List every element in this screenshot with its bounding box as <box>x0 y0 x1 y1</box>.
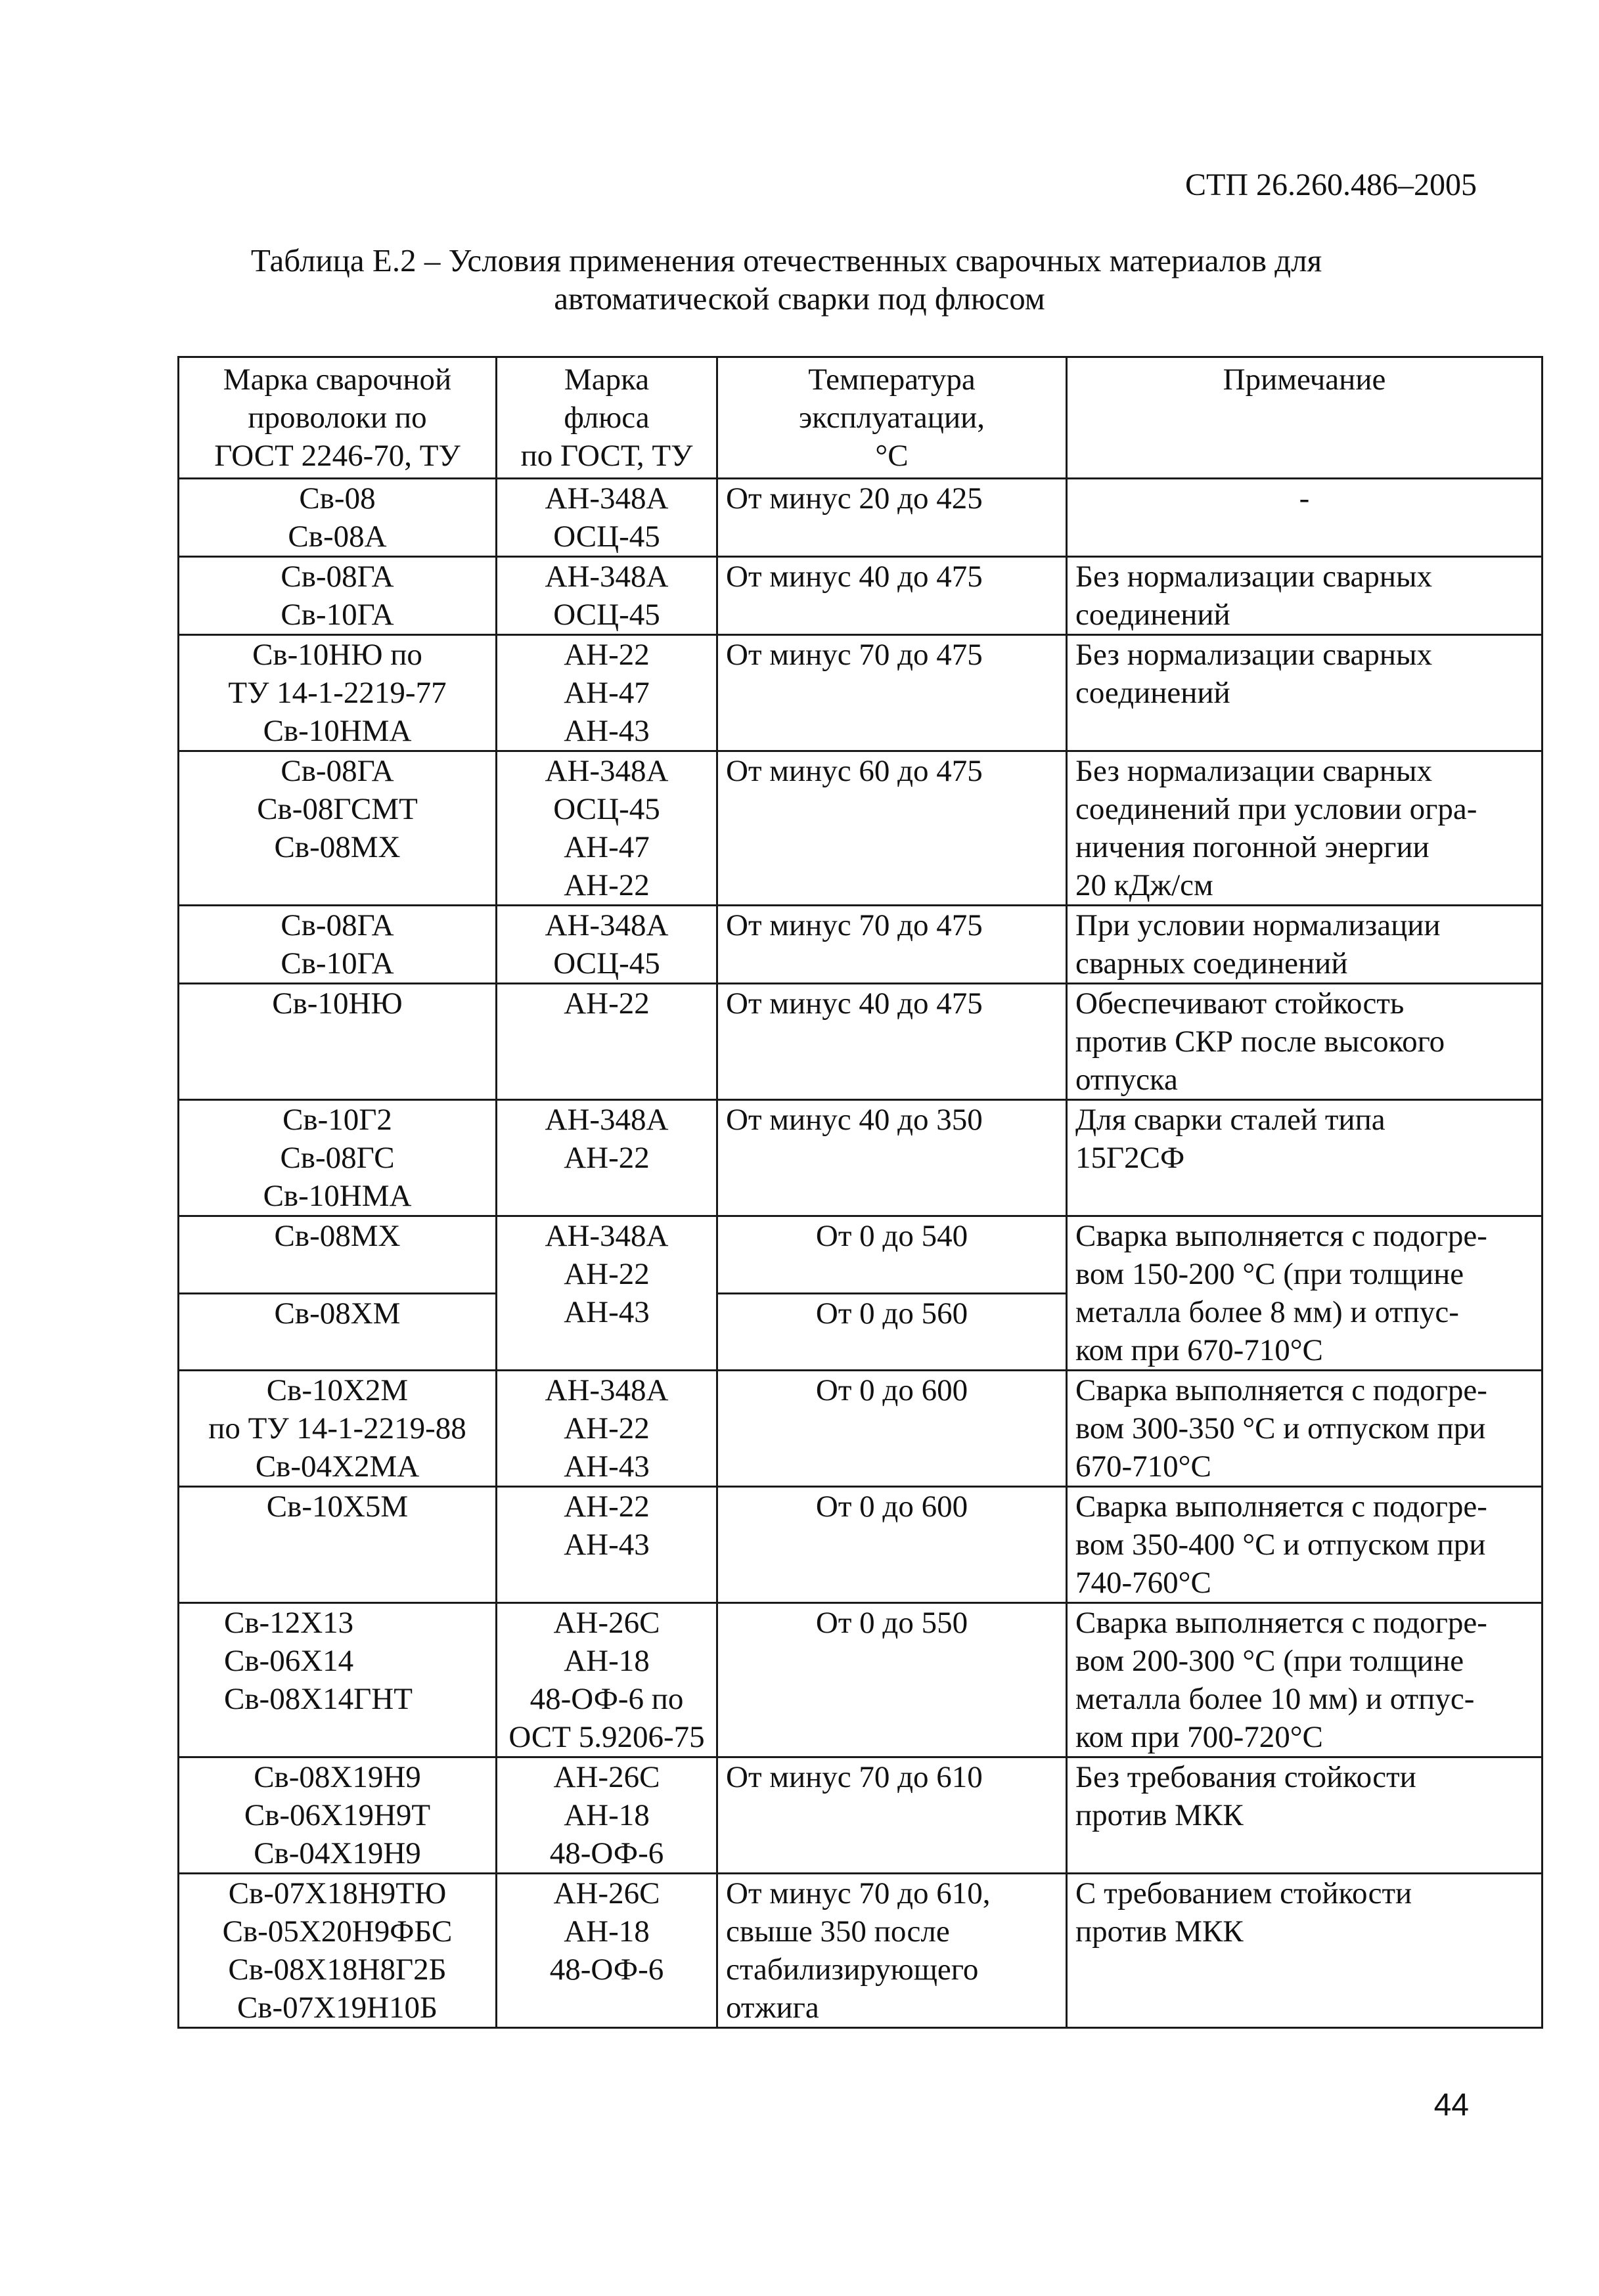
cell-line: От минус 70 до 475 <box>726 908 983 942</box>
cell-line: АН-348А <box>545 1373 669 1407</box>
temperature-cell <box>717 984 1067 1100</box>
cell-line: металла более 10 мм) и отпус- <box>1075 1682 1475 1716</box>
cell-line: против СКР после высокого <box>1075 1025 1445 1059</box>
flux-grade-cell <box>497 1216 717 1371</box>
table-row <box>179 1371 1543 1487</box>
cell-line: АН-348А <box>545 908 669 942</box>
cell-line: Св-08А <box>288 519 387 554</box>
cell-line: 670-710°С <box>1075 1449 1211 1484</box>
cell-line: отпуска <box>1075 1063 1178 1097</box>
cell-line: против МКК <box>1075 1798 1244 1832</box>
wire-grade-cell <box>179 906 497 984</box>
cell-line: соединений <box>1075 598 1230 632</box>
cell-line: Св-08МХ <box>274 1219 401 1253</box>
cell-line: От 0 до 600 <box>815 1373 968 1407</box>
cell-line: От 0 до 560 <box>815 1296 968 1331</box>
cell-line: АН-26С <box>553 1876 660 1910</box>
temperature-cell <box>717 1100 1067 1216</box>
cell-line: От минус 40 до 475 <box>726 986 983 1021</box>
wire-grade-cell <box>179 479 497 557</box>
note-cell <box>1067 1487 1543 1603</box>
temperature-cell <box>717 1874 1067 2028</box>
cell-line: Св-10НМА <box>263 714 412 748</box>
cell-line: флюса <box>564 401 650 435</box>
temperature-cell <box>717 906 1067 984</box>
note-cell <box>1067 1100 1543 1216</box>
cell-line: От 0 до 550 <box>815 1606 968 1640</box>
cell-line: АН-18 <box>564 1644 650 1678</box>
cell-line: Св-08МХ <box>274 830 401 864</box>
page-number: 44 <box>1433 2088 1469 2123</box>
cell-line: АН-348А <box>545 1103 669 1137</box>
cell-line: эксплуатации, <box>798 401 985 435</box>
cell-line: вом 150-200 °С (при толщине <box>1075 1257 1464 1291</box>
cell-line: 48-ОФ-6 <box>549 1836 664 1870</box>
cell-line: АН-22 <box>564 986 650 1021</box>
cell-line: соединений при условии огра- <box>1075 792 1477 826</box>
table-row <box>179 479 1543 557</box>
cell-line: Св-08Х14ГНТ <box>224 1682 413 1716</box>
cell-line: АН-22 <box>564 1141 650 1175</box>
cell-line: Св-08ГА <box>281 908 394 942</box>
table-row <box>179 1874 1543 2028</box>
wire-grade-cell <box>179 984 497 1100</box>
cell-line: Св-10НЮ <box>272 986 403 1021</box>
cell-line: ТУ 14-1-2219-77 <box>228 676 447 710</box>
temperature-cell <box>717 1293 1067 1371</box>
cell-line: АН-22 <box>564 638 650 672</box>
wire-grade-cell <box>179 1371 497 1487</box>
wire-grade-cell <box>179 635 497 751</box>
cell-line: От минус 70 до 610, <box>726 1876 991 1910</box>
flux-grade-cell <box>497 635 717 751</box>
wire-grade-cell <box>179 1293 497 1371</box>
cell-line: АН-43 <box>564 1528 650 1562</box>
table-row <box>179 1487 1543 1603</box>
cell-line: вом 350-400 °С и отпуском при <box>1075 1528 1486 1562</box>
cell-line: Марка <box>564 363 650 397</box>
cell-line: АН-22 <box>564 1257 650 1291</box>
table-row <box>179 1603 1543 1757</box>
welding-materials-table <box>177 356 1543 2029</box>
table-row <box>179 1100 1543 1216</box>
cell-line: АН-22 <box>564 1411 650 1446</box>
cell-line: отжига <box>726 1991 819 2025</box>
temperature-cell <box>717 557 1067 635</box>
cell-line: АН-348А <box>545 481 669 516</box>
flux-grade-cell <box>497 906 717 984</box>
cell-line: Св-04Х19Н9 <box>254 1836 421 1870</box>
cell-line: ком при 670-710°С <box>1075 1333 1323 1367</box>
note-cell <box>1067 1603 1543 1757</box>
table-row <box>179 557 1543 635</box>
temperature-cell <box>717 1216 1067 1294</box>
cell-line: Св-07Х19Н10Б <box>236 1991 438 2025</box>
cell-line: Св-08ХМ <box>274 1296 401 1331</box>
flux-grade-cell <box>497 1603 717 1757</box>
wire-grade-cell <box>179 1487 497 1603</box>
cell-line: АН-26С <box>553 1760 660 1794</box>
document-code: СТП 26.260.486–2005 <box>1185 167 1477 202</box>
cell-line: ОСТ 5.9206-75 <box>508 1720 705 1754</box>
cell-line: Св-08ГС <box>280 1141 395 1175</box>
note-cell <box>1067 1874 1543 2028</box>
temperature-cell <box>717 635 1067 751</box>
header-wire-grade <box>179 357 497 479</box>
note-cell <box>1067 984 1543 1100</box>
cell-line: С требованием стойкости <box>1075 1876 1412 1910</box>
wire-grade-cell <box>179 751 497 906</box>
flux-grade-cell <box>497 1487 717 1603</box>
table-row <box>179 1216 1543 1294</box>
cell-line: От 0 до 540 <box>815 1219 968 1253</box>
cell-line: °С <box>875 439 909 473</box>
note-cell <box>1067 906 1543 984</box>
cell-line: 20 кДж/см <box>1075 868 1213 902</box>
cell-line: Св-08ГА <box>281 560 394 594</box>
cell-line: АН-18 <box>564 1914 650 1949</box>
note-cell <box>1067 479 1543 557</box>
cell-line: 48-ОФ-6 <box>549 1953 664 1987</box>
cell-line: АН-18 <box>564 1798 650 1832</box>
cell-line: 48-ОФ-6 по <box>529 1682 684 1716</box>
cell-line: АН-22 <box>564 868 650 902</box>
cell-line: Св-10Г2 <box>282 1103 392 1137</box>
table-row <box>179 635 1543 751</box>
cell-line: Св-08ГА <box>281 754 394 788</box>
flux-grade-cell <box>497 751 717 906</box>
table-row <box>179 984 1543 1100</box>
cell-line: металла более 8 мм) и отпус- <box>1075 1295 1459 1329</box>
cell-line: АН-22 <box>564 1490 650 1524</box>
cell-line: Св-10ГА <box>281 946 394 981</box>
table-row <box>179 751 1543 906</box>
flux-grade-cell <box>497 984 717 1100</box>
flux-grade-cell <box>497 479 717 557</box>
cell-line: Марка сварочной <box>223 363 452 397</box>
header-temperature <box>717 357 1067 479</box>
cell-line: Сварка выполняется с подогре- <box>1075 1606 1487 1640</box>
cell-line: От минус 40 до 350 <box>726 1103 983 1137</box>
temperature-cell <box>717 751 1067 906</box>
cell-line: АН-47 <box>564 830 650 864</box>
cell-line: АН-348А <box>545 560 669 594</box>
temperature-cell <box>717 1371 1067 1487</box>
cell-line: Св-08 <box>299 481 376 516</box>
cell-line: Для сварки сталей типа <box>1075 1103 1385 1137</box>
flux-grade-cell <box>497 1371 717 1487</box>
cell-line: ком при 700-720°С <box>1075 1720 1323 1754</box>
cell-line: Без нормализации сварных <box>1075 560 1433 594</box>
cell-line: Обеспечивают стойкость <box>1075 986 1405 1021</box>
cell-line: по ТУ 14-1-2219-88 <box>208 1411 466 1446</box>
note-cell <box>1067 557 1543 635</box>
cell-line: Св-12Х13 <box>224 1606 354 1640</box>
cell-line: ОСЦ-45 <box>553 598 660 632</box>
cell-line: против МКК <box>1075 1914 1244 1949</box>
header-note <box>1067 357 1543 479</box>
cell-line: Св-08ГСМТ <box>257 792 418 826</box>
wire-grade-cell <box>179 1874 497 2028</box>
cell-line: ОСЦ-45 <box>553 792 660 826</box>
cell-line: Температура <box>808 363 976 397</box>
cell-line: 15Г2СФ <box>1075 1141 1185 1175</box>
cell-line: Св-10Х2М <box>266 1373 409 1407</box>
cell-line: АН-47 <box>564 676 650 710</box>
note-cell <box>1067 1216 1543 1371</box>
cell-line: ОСЦ-45 <box>553 946 660 981</box>
flux-grade-cell <box>497 1874 717 2028</box>
note-cell <box>1067 635 1543 751</box>
table-row <box>179 1757 1543 1874</box>
caption-line-2: автоматической сварки под флюсом <box>554 280 1045 317</box>
table-body <box>179 479 1543 2028</box>
cell-line: ничения погонной энергии <box>1075 830 1430 864</box>
note-cell <box>1067 1757 1543 1874</box>
table-row <box>179 906 1543 984</box>
cell-line: Св-06Х14 <box>224 1644 354 1678</box>
cell-line: - <box>1299 481 1310 516</box>
flux-grade-cell <box>497 1100 717 1216</box>
temperature-cell <box>717 479 1067 557</box>
cell-line: Св-08Х18Н8Г2Б <box>228 1953 447 1987</box>
wire-grade-cell <box>179 1603 497 1757</box>
temperature-cell <box>717 1603 1067 1757</box>
cell-line: Св-07Х18Н9ТЮ <box>228 1876 447 1910</box>
flux-grade-cell <box>497 1757 717 1874</box>
note-cell <box>1067 1371 1543 1487</box>
cell-line: Без требования стойкости <box>1075 1760 1416 1794</box>
cell-line: Сварка выполняется с подогре- <box>1075 1373 1487 1407</box>
cell-line: 740-760°С <box>1075 1566 1211 1600</box>
cell-line: Св-04Х2МА <box>255 1449 420 1484</box>
cell-line: От минус 40 до 475 <box>726 560 983 594</box>
temperature-cell <box>717 1757 1067 1874</box>
temperature-cell <box>717 1487 1067 1603</box>
cell-line: От минус 70 до 475 <box>726 638 983 672</box>
cell-line: АН-348А <box>545 754 669 788</box>
table-caption <box>0 242 1599 318</box>
caption-line-1: Таблица Е.2 – Условия применения отечественных сварочных материалов для <box>250 242 1322 278</box>
cell-line: Примечание <box>1223 363 1386 397</box>
cell-line: Без нормализации сварных <box>1075 638 1433 672</box>
cell-line: Без нормализации сварных <box>1075 754 1433 788</box>
cell-line: От минус 70 до 610 <box>726 1760 983 1794</box>
flux-grade-cell <box>497 557 717 635</box>
header-flux-grade <box>497 357 717 479</box>
wire-grade-cell <box>179 1757 497 1874</box>
cell-line: соединений <box>1075 676 1230 710</box>
cell-line: Св-10НМА <box>263 1179 412 1213</box>
cell-line: От минус 20 до 425 <box>726 481 983 516</box>
cell-line: Св-10Х5М <box>266 1490 409 1524</box>
wire-grade-cell <box>179 1100 497 1216</box>
cell-line: Св-06Х19Н9Т <box>244 1798 431 1832</box>
cell-line: АН-26С <box>553 1606 660 1640</box>
cell-line: Св-10НЮ по <box>252 638 422 672</box>
note-cell <box>1067 751 1543 906</box>
cell-line: Св-10ГА <box>281 598 394 632</box>
wire-grade-cell <box>179 1216 497 1294</box>
cell-line: Св-05Х20Н9ФБС <box>222 1914 453 1949</box>
cell-line: проволоки по <box>248 401 427 435</box>
cell-line: сварных соединений <box>1075 946 1348 981</box>
cell-line: Сварка выполняется с подогре- <box>1075 1219 1487 1253</box>
cell-line: Св-08Х19Н9 <box>254 1760 421 1794</box>
cell-line: ГОСТ 2246-70, ТУ <box>214 439 461 473</box>
cell-line: От минус 60 до 475 <box>726 754 983 788</box>
cell-line: От 0 до 600 <box>815 1490 968 1524</box>
cell-line: вом 200-300 °С (при толщине <box>1075 1644 1464 1678</box>
cell-line: вом 300-350 °С и отпуском при <box>1075 1411 1486 1446</box>
cell-line: При условии нормализации <box>1075 908 1441 942</box>
cell-line: АН-43 <box>564 1449 650 1484</box>
cell-line: по ГОСТ, ТУ <box>520 439 693 473</box>
cell-line: свыше 350 после <box>726 1914 950 1949</box>
cell-line: стабилизирующего <box>726 1953 979 1987</box>
wire-grade-cell <box>179 557 497 635</box>
table-header-row <box>179 357 1543 479</box>
cell-line: АН-43 <box>564 714 650 748</box>
cell-line: АН-348А <box>545 1219 669 1253</box>
cell-line: Сварка выполняется с подогре- <box>1075 1490 1487 1524</box>
cell-line: АН-43 <box>564 1295 650 1329</box>
cell-line: ОСЦ-45 <box>553 519 660 554</box>
